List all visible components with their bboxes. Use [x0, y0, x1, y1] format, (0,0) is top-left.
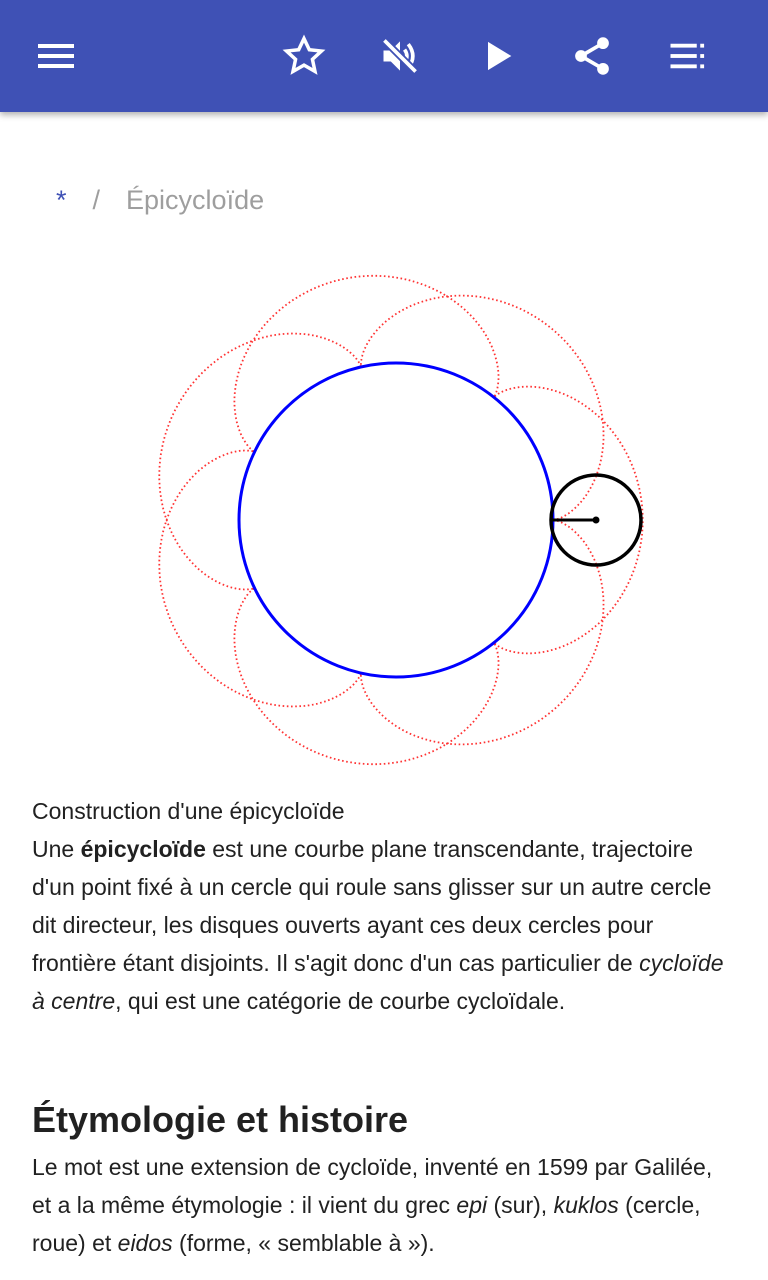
- breadcrumb-home-link[interactable]: *: [56, 185, 67, 215]
- menu-button[interactable]: [28, 28, 84, 84]
- epicycloid-diagram: [148, 268, 648, 768]
- mute-button[interactable]: [372, 28, 428, 84]
- section-title-etymologie: Étymologie et histoire: [32, 1099, 409, 1140]
- share-icon: [570, 34, 614, 78]
- fixed-circle: [239, 363, 553, 677]
- breadcrumb-separator: /: [92, 185, 101, 215]
- table-of-contents-button[interactable]: [660, 28, 716, 84]
- app-bar: [0, 0, 768, 112]
- breadcrumb: [56, 180, 264, 220]
- figure-caption: Construction d'une épicycloïde: [32, 798, 345, 824]
- intro-paragraph: Une épicycloïde est une courbe plane transcendante, trajectoire d'un point fixé à un cercle qui roule sans glisser sur un autre cercle dit directeur, les disques ouverts ayant ces deux cercles pour frontière étant disjoints. Il s'agit donc d'un cas particulier de cycloïde à centre, qui est une catégorie de courbe cycloïdale.: [32, 836, 724, 1014]
- volume-off-icon: [378, 34, 422, 78]
- share-button[interactable]: [564, 28, 620, 84]
- play-icon: [478, 36, 518, 76]
- star-outline-icon: [282, 34, 326, 78]
- list-icon: [667, 35, 709, 77]
- favorite-button[interactable]: [276, 28, 332, 84]
- breadcrumb-current: Épicycloïde: [126, 185, 265, 215]
- epicycloid-figure: [148, 268, 648, 768]
- term-epicycloide: épicycloïde: [80, 836, 206, 862]
- etymology-paragraph: Le mot est une extension de cycloïde, inventé en 1599 par Galilée, et a la même étymologie : il vient du grec epi (sur), kuklos (cercle, roue) et eidos (forme, « semblable à »).: [32, 1154, 713, 1256]
- play-button[interactable]: [470, 28, 526, 84]
- rolling-circle-center: [593, 517, 600, 524]
- hamburger-menu-icon: [36, 36, 76, 76]
- link-cycloide-a-centre[interactable]: cycloïde à centre: [32, 950, 724, 1014]
